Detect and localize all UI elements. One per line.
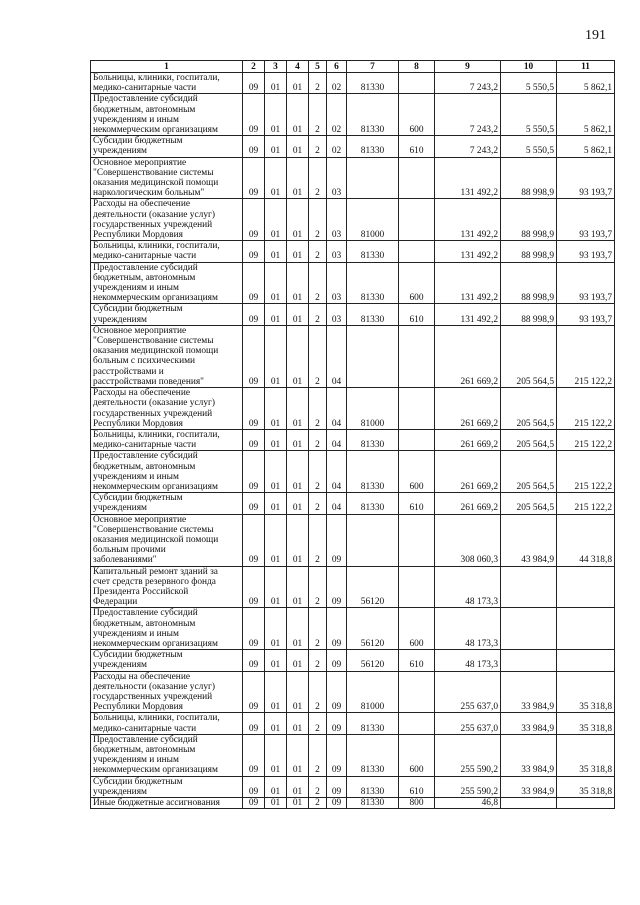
budget-table (90, 60, 615, 809)
row-name-cell: Основное мероприятие "Совершенствование системы оказания медицинской помощи больным с психическими расстройствами и расстройствами поведения" (91, 325, 243, 387)
direction-cell: 81330 (347, 734, 399, 776)
subsection-cell: 01 (265, 451, 287, 493)
amount-2017-cell: 131 492,2 (435, 262, 501, 304)
section-cell: 09 (243, 451, 265, 493)
section-cell: 09 (243, 241, 265, 262)
subprogram-cell: 2 (309, 429, 327, 450)
row-name-cell: Предоставление субсидий бюджетным, автономным учреждениям и иным некоммерческим организациям (91, 262, 243, 304)
event-cell: 03 (327, 304, 347, 325)
header-cell: 5 (309, 61, 327, 73)
amount-2017-cell: 261 669,2 (435, 493, 501, 514)
subprogram-cell: 2 (309, 734, 327, 776)
event-cell: 03 (327, 262, 347, 304)
section-cell: 09 (243, 262, 265, 304)
direction-cell: 81330 (347, 713, 399, 734)
row-name-cell: Субсидии бюджетным учреждениям (91, 650, 243, 671)
row-name-cell: Расходы на обеспечение деятельности (оказание услуг) государственных учреждений Республики Мордовия (91, 199, 243, 241)
section-cell: 09 (243, 157, 265, 199)
program-cell: 01 (287, 493, 309, 514)
table-body (91, 73, 615, 809)
amount-2019-cell: 5 862,1 (557, 136, 615, 157)
page-number: 191 (585, 28, 606, 43)
expense-type-cell (399, 73, 435, 94)
section-cell: 09 (243, 388, 265, 430)
subsection-cell: 01 (265, 429, 287, 450)
amount-2017-cell: 7 243,2 (435, 136, 501, 157)
amount-2017-cell: 48 173,3 (435, 566, 501, 608)
section-cell: 09 (243, 713, 265, 734)
row-name-cell: Расходы на обеспечение деятельности (оказание услуг) государственных учреждений Республики Мордовия (91, 388, 243, 430)
subprogram-cell: 2 (309, 94, 327, 136)
subprogram-cell: 2 (309, 388, 327, 430)
subsection-cell: 01 (265, 304, 287, 325)
row-name-cell: Предоставление субсидий бюджетным, автономным учреждениям и иным некоммерческим организациям (91, 451, 243, 493)
amount-2018-cell: 205 564,5 (501, 493, 557, 514)
table-row (91, 493, 615, 514)
expense-type-cell (399, 241, 435, 262)
section-cell: 09 (243, 429, 265, 450)
event-cell: 09 (327, 776, 347, 797)
subsection-cell: 01 (265, 262, 287, 304)
row-name-cell: Капитальный ремонт зданий за счет средств резервного фонда Президента Российской Федерации (91, 566, 243, 608)
section-cell: 09 (243, 608, 265, 650)
section-cell: 09 (243, 73, 265, 94)
table-row (91, 776, 615, 797)
row-name-cell: Основное мероприятие "Совершенствование системы оказания медицинской помощи больным прочими заболеваниями" (91, 514, 243, 566)
program-cell: 01 (287, 608, 309, 650)
table-row (91, 94, 615, 136)
direction-cell: 81000 (347, 388, 399, 430)
program-cell: 01 (287, 325, 309, 387)
subprogram-cell: 2 (309, 325, 327, 387)
subprogram-cell: 2 (309, 798, 327, 809)
program-cell: 01 (287, 157, 309, 199)
direction-cell: 81330 (347, 798, 399, 809)
table-row (91, 566, 615, 608)
table-row (91, 451, 615, 493)
amount-2019-cell (557, 798, 615, 809)
amount-2018-cell (501, 650, 557, 671)
program-cell: 01 (287, 776, 309, 797)
program-cell: 01 (287, 429, 309, 450)
subsection-cell: 01 (265, 608, 287, 650)
amount-2018-cell: 88 998,9 (501, 199, 557, 241)
amount-2019-cell: 93 193,7 (557, 199, 615, 241)
table-row (91, 650, 615, 671)
subsection-cell: 01 (265, 734, 287, 776)
table-row (91, 429, 615, 450)
section-cell: 09 (243, 199, 265, 241)
amount-2018-cell: 88 998,9 (501, 304, 557, 325)
row-name-cell: Расходы на обеспечение деятельности (оказание услуг) государственных учреждений Республики Мордовия (91, 671, 243, 713)
amount-2019-cell: 35 318,8 (557, 713, 615, 734)
amount-2018-cell: 5 550,5 (501, 94, 557, 136)
expense-type-cell (399, 566, 435, 608)
subprogram-cell: 2 (309, 713, 327, 734)
row-name-cell: Субсидии бюджетным учреждениям (91, 136, 243, 157)
amount-2019-cell: 215 122,2 (557, 451, 615, 493)
expense-type-cell (399, 199, 435, 241)
program-cell: 01 (287, 650, 309, 671)
amount-2018-cell: 33 984,9 (501, 776, 557, 797)
row-name-cell: Больницы, клиники, госпитали, медико-санитарные части (91, 241, 243, 262)
amount-2018-cell: 205 564,5 (501, 388, 557, 430)
section-cell: 09 (243, 94, 265, 136)
row-name-cell: Больницы, клиники, госпитали, медико-санитарные части (91, 429, 243, 450)
subsection-cell: 01 (265, 566, 287, 608)
header-cell: 8 (399, 61, 435, 73)
subsection-cell: 01 (265, 199, 287, 241)
program-cell: 01 (287, 798, 309, 809)
amount-2019-cell (557, 566, 615, 608)
header-cell: 10 (501, 61, 557, 73)
program-cell: 01 (287, 566, 309, 608)
row-name-cell: Больницы, клиники, госпитали, медико-санитарные части (91, 73, 243, 94)
amount-2017-cell: 131 492,2 (435, 199, 501, 241)
table-row (91, 608, 615, 650)
event-cell: 09 (327, 650, 347, 671)
amount-2019-cell: 215 122,2 (557, 493, 615, 514)
subprogram-cell: 2 (309, 73, 327, 94)
expense-type-cell: 610 (399, 136, 435, 157)
header-cell: 4 (287, 61, 309, 73)
amount-2018-cell: 33 984,9 (501, 734, 557, 776)
direction-cell: 81330 (347, 94, 399, 136)
header-row (91, 61, 615, 73)
expense-type-cell (399, 157, 435, 199)
program-cell: 01 (287, 199, 309, 241)
amount-2018-cell (501, 608, 557, 650)
amount-2017-cell: 255 590,2 (435, 776, 501, 797)
amount-2019-cell: 35 318,8 (557, 671, 615, 713)
direction-cell: 81330 (347, 136, 399, 157)
amount-2018-cell: 5 550,5 (501, 136, 557, 157)
subprogram-cell: 2 (309, 776, 327, 797)
subprogram-cell: 2 (309, 241, 327, 262)
subprogram-cell: 2 (309, 566, 327, 608)
amount-2018-cell: 33 984,9 (501, 671, 557, 713)
direction-cell: 81330 (347, 451, 399, 493)
program-cell: 01 (287, 136, 309, 157)
direction-cell: 81330 (347, 241, 399, 262)
amount-2019-cell: 215 122,2 (557, 325, 615, 387)
amount-2018-cell (501, 798, 557, 809)
amount-2019-cell: 93 193,7 (557, 262, 615, 304)
header-cell: 2 (243, 61, 265, 73)
row-name-cell: Субсидии бюджетным учреждениям (91, 304, 243, 325)
subsection-cell: 01 (265, 388, 287, 430)
event-cell: 09 (327, 566, 347, 608)
amount-2017-cell: 131 492,2 (435, 304, 501, 325)
subprogram-cell: 2 (309, 199, 327, 241)
program-cell: 01 (287, 388, 309, 430)
direction-cell: 81330 (347, 429, 399, 450)
direction-cell: 81330 (347, 73, 399, 94)
direction-cell: 81000 (347, 671, 399, 713)
amount-2017-cell: 255 637,0 (435, 671, 501, 713)
event-cell: 09 (327, 734, 347, 776)
section-cell: 09 (243, 304, 265, 325)
program-cell: 01 (287, 713, 309, 734)
header-cell: 9 (435, 61, 501, 73)
subsection-cell: 01 (265, 713, 287, 734)
program-cell: 01 (287, 241, 309, 262)
expense-type-cell: 800 (399, 798, 435, 809)
subprogram-cell: 2 (309, 493, 327, 514)
subsection-cell: 01 (265, 493, 287, 514)
amount-2018-cell: 88 998,9 (501, 241, 557, 262)
table-row (91, 241, 615, 262)
table-row (91, 671, 615, 713)
amount-2018-cell: 43 984,9 (501, 514, 557, 566)
expense-type-cell: 610 (399, 650, 435, 671)
direction-cell: 81330 (347, 776, 399, 797)
expense-type-cell: 600 (399, 451, 435, 493)
subsection-cell: 01 (265, 241, 287, 262)
amount-2017-cell: 261 669,2 (435, 451, 501, 493)
expense-type-cell: 610 (399, 304, 435, 325)
amount-2019-cell: 35 318,8 (557, 734, 615, 776)
row-name-cell: Основное мероприятие "Совершенствование системы оказания медицинской помощи наркологическим больным" (91, 157, 243, 199)
program-cell: 01 (287, 671, 309, 713)
direction-cell (347, 157, 399, 199)
event-cell: 03 (327, 199, 347, 241)
header-cell: 3 (265, 61, 287, 73)
section-cell: 09 (243, 798, 265, 809)
amount-2019-cell: 35 318,8 (557, 776, 615, 797)
amount-2019-cell: 93 193,7 (557, 304, 615, 325)
subprogram-cell: 2 (309, 304, 327, 325)
amount-2019-cell: 44 318,8 (557, 514, 615, 566)
section-cell: 09 (243, 493, 265, 514)
table-row (91, 136, 615, 157)
direction-cell: 81330 (347, 493, 399, 514)
section-cell: 09 (243, 776, 265, 797)
row-name-cell: Иные бюджетные ассигнования (91, 798, 243, 809)
subprogram-cell: 2 (309, 262, 327, 304)
table-row (91, 734, 615, 776)
event-cell: 02 (327, 94, 347, 136)
amount-2018-cell: 88 998,9 (501, 157, 557, 199)
header-cell: 7 (347, 61, 399, 73)
event-cell: 02 (327, 73, 347, 94)
subprogram-cell: 2 (309, 650, 327, 671)
direction-cell (347, 325, 399, 387)
row-name-cell: Субсидии бюджетным учреждениям (91, 776, 243, 797)
amount-2018-cell: 205 564,5 (501, 325, 557, 387)
direction-cell: 56120 (347, 650, 399, 671)
section-cell: 09 (243, 514, 265, 566)
program-cell: 01 (287, 734, 309, 776)
amount-2017-cell: 255 637,0 (435, 713, 501, 734)
subsection-cell: 01 (265, 671, 287, 713)
subsection-cell: 01 (265, 73, 287, 94)
event-cell: 09 (327, 671, 347, 713)
table-row (91, 262, 615, 304)
amount-2019-cell: 93 193,7 (557, 157, 615, 199)
subsection-cell: 01 (265, 798, 287, 809)
table-row (91, 798, 615, 809)
subsection-cell: 01 (265, 776, 287, 797)
amount-2017-cell: 48 173,3 (435, 608, 501, 650)
table-row (91, 388, 615, 430)
amount-2017-cell: 7 243,2 (435, 73, 501, 94)
amount-2017-cell: 131 492,2 (435, 241, 501, 262)
amount-2018-cell: 205 564,5 (501, 451, 557, 493)
row-name-cell: Субсидии бюджетным учреждениям (91, 493, 243, 514)
program-cell: 01 (287, 514, 309, 566)
direction-cell: 56120 (347, 608, 399, 650)
table-row (91, 514, 615, 566)
section-cell: 09 (243, 671, 265, 713)
program-cell: 01 (287, 451, 309, 493)
expense-type-cell (399, 429, 435, 450)
expense-type-cell: 600 (399, 608, 435, 650)
expense-type-cell: 610 (399, 493, 435, 514)
subsection-cell: 01 (265, 136, 287, 157)
subsection-cell: 01 (265, 650, 287, 671)
subprogram-cell: 2 (309, 608, 327, 650)
expense-type-cell (399, 514, 435, 566)
amount-2018-cell: 5 550,5 (501, 73, 557, 94)
section-cell: 09 (243, 734, 265, 776)
row-name-cell: Предоставление субсидий бюджетным, автономным учреждениям и иным некоммерческим организациям (91, 734, 243, 776)
amount-2019-cell: 5 862,1 (557, 94, 615, 136)
amount-2017-cell: 46,8 (435, 798, 501, 809)
amount-2019-cell: 215 122,2 (557, 429, 615, 450)
expense-type-cell: 600 (399, 734, 435, 776)
direction-cell: 81000 (347, 199, 399, 241)
amount-2017-cell: 131 492,2 (435, 157, 501, 199)
event-cell: 04 (327, 429, 347, 450)
event-cell: 03 (327, 157, 347, 199)
amount-2017-cell: 255 590,2 (435, 734, 501, 776)
event-cell: 09 (327, 713, 347, 734)
direction-cell (347, 514, 399, 566)
expense-type-cell: 610 (399, 776, 435, 797)
subprogram-cell: 2 (309, 157, 327, 199)
table-row (91, 73, 615, 94)
row-name-cell: Предоставление субсидий бюджетным, автономным учреждениям и иным некоммерческим организациям (91, 94, 243, 136)
amount-2017-cell: 261 669,2 (435, 429, 501, 450)
table-row (91, 199, 615, 241)
subprogram-cell: 2 (309, 671, 327, 713)
expense-type-cell (399, 713, 435, 734)
subsection-cell: 01 (265, 157, 287, 199)
amount-2019-cell (557, 650, 615, 671)
direction-cell: 56120 (347, 566, 399, 608)
subsection-cell: 01 (265, 514, 287, 566)
subprogram-cell: 2 (309, 136, 327, 157)
program-cell: 01 (287, 94, 309, 136)
header-cell: 6 (327, 61, 347, 73)
subprogram-cell: 2 (309, 514, 327, 566)
program-cell: 01 (287, 262, 309, 304)
program-cell: 01 (287, 73, 309, 94)
subsection-cell: 01 (265, 325, 287, 387)
section-cell: 09 (243, 650, 265, 671)
event-cell: 03 (327, 241, 347, 262)
section-cell: 09 (243, 566, 265, 608)
amount-2019-cell (557, 608, 615, 650)
program-cell: 01 (287, 304, 309, 325)
expense-type-cell: 600 (399, 262, 435, 304)
expense-type-cell (399, 325, 435, 387)
amount-2017-cell: 7 243,2 (435, 94, 501, 136)
amount-2017-cell: 308 060,3 (435, 514, 501, 566)
table-row (91, 713, 615, 734)
table-row (91, 304, 615, 325)
direction-cell: 81330 (347, 262, 399, 304)
subsection-cell: 01 (265, 94, 287, 136)
section-cell: 09 (243, 325, 265, 387)
event-cell: 02 (327, 136, 347, 157)
amount-2019-cell: 215 122,2 (557, 388, 615, 430)
section-cell: 09 (243, 136, 265, 157)
expense-type-cell (399, 671, 435, 713)
table-row (91, 325, 615, 387)
row-name-cell: Предоставление субсидий бюджетным, автономным учреждениям и иным некоммерческим организациям (91, 608, 243, 650)
expense-type-cell (399, 388, 435, 430)
amount-2019-cell: 5 862,1 (557, 73, 615, 94)
event-cell: 09 (327, 514, 347, 566)
amount-2017-cell: 48 173,3 (435, 650, 501, 671)
row-name-cell: Больницы, клиники, госпитали, медико-санитарные части (91, 713, 243, 734)
amount-2018-cell: 205 564,5 (501, 429, 557, 450)
amount-2019-cell: 93 193,7 (557, 241, 615, 262)
event-cell: 04 (327, 325, 347, 387)
event-cell: 09 (327, 798, 347, 809)
event-cell: 04 (327, 493, 347, 514)
amount-2018-cell: 33 984,9 (501, 713, 557, 734)
amount-2018-cell: 88 998,9 (501, 262, 557, 304)
header-cell: 1 (91, 61, 243, 73)
amount-2017-cell: 261 669,2 (435, 325, 501, 387)
event-cell: 09 (327, 608, 347, 650)
amount-2017-cell: 261 669,2 (435, 388, 501, 430)
event-cell: 04 (327, 451, 347, 493)
event-cell: 04 (327, 388, 347, 430)
amount-2018-cell (501, 566, 557, 608)
expense-type-cell: 600 (399, 94, 435, 136)
table-row (91, 157, 615, 199)
direction-cell: 81330 (347, 304, 399, 325)
subprogram-cell: 2 (309, 451, 327, 493)
header-cell: 11 (557, 61, 615, 73)
